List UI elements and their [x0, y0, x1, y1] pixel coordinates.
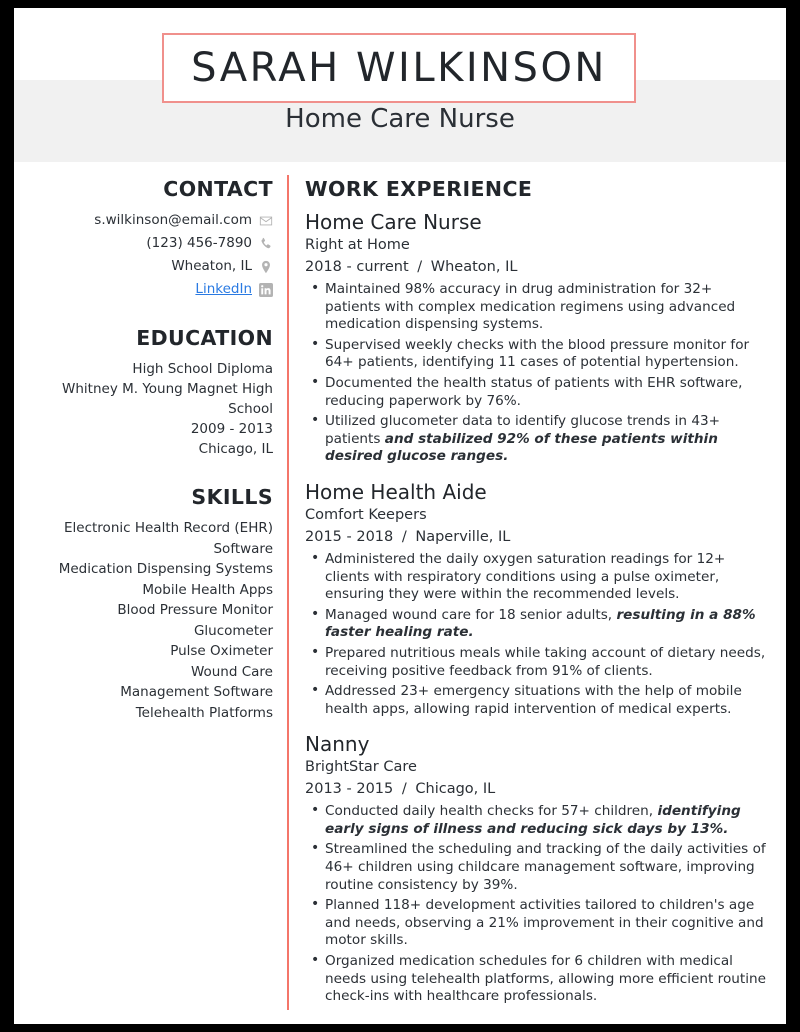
- skill-item: Management Software: [120, 684, 273, 700]
- meta-separator: /: [397, 781, 412, 798]
- job-bullet: • Documented the health status of patients with EHR software, reducing paperwork by 76%.: [305, 375, 768, 410]
- job-title: Home Care Nurse: [305, 210, 482, 234]
- skill-item: Telehealth Platforms: [135, 704, 273, 721]
- phone-icon: [259, 237, 273, 251]
- job-company: Comfort Keepers: [305, 506, 427, 523]
- candidate-job-title: Home Care Nurse: [285, 104, 515, 134]
- skills-section: [28, 485, 273, 723]
- contact-item-location: [28, 256, 273, 277]
- job-entry: [305, 731, 768, 1006]
- job-title: Nanny: [305, 732, 370, 757]
- job-bullet-list: [305, 551, 768, 718]
- job-bullet: • Conducted daily health checks for 57+ children, identifying early signs of illness and reducing sick days by 13%.: [305, 803, 768, 838]
- education-dates: 2009 - 2013: [190, 421, 273, 437]
- skill-item: Glucometer: [193, 622, 273, 639]
- bullet-emphasis: resulting in a 88% faster healing rate.: [325, 606, 756, 641]
- contact-item-email: [28, 210, 273, 231]
- skills-heading: SKILLS: [191, 485, 273, 509]
- main-column: [289, 163, 786, 1024]
- bullet-emphasis: and stabilized 92% of these patients within desired glucose ranges.: [325, 430, 718, 465]
- job-title: Home Health Aide: [305, 479, 487, 504]
- meta-separator: /: [412, 259, 427, 275]
- skill-item: Wound Care: [190, 663, 273, 680]
- job-entry: [305, 479, 768, 718]
- skill-item: Electronic Health Record (EHR) Software: [64, 520, 273, 557]
- job-bullet: • Addressed 23+ emergency situations with the help of mobile health apps, allowing rapid intervention of medical experts.: [305, 683, 768, 718]
- contact-item-phone: [28, 233, 273, 254]
- contact-phone-label: (123) 456-7890: [146, 235, 252, 251]
- resume-body: [14, 163, 786, 1024]
- education-degree: High School Diploma: [132, 361, 273, 377]
- contact-location-label: Wheaton, IL: [171, 258, 252, 274]
- resume-page: [14, 8, 786, 1024]
- bullet-emphasis: identifying early signs of illness and reducing sick days by 13%.: [325, 803, 741, 837]
- job-bullet: • Utilized glucometer data to identify glucose trends in 43+ patients and stabilized 92% of these patients within desired glucose ranges.: [305, 413, 768, 466]
- job-bullet: • Supervised weekly checks with the blood pressure monitor for 64+ patients, identifying 11 cases of potential hypertension.: [305, 337, 768, 372]
- job-location: Naperville, IL: [415, 528, 511, 545]
- sidebar: [14, 163, 287, 1024]
- linkedin-icon[interactable]: [259, 283, 273, 297]
- job-bullet: • Streamlined the scheduling and tracking of the daily activities of 46+ children using childcare management software, improving routine consistency by 39%.: [305, 841, 768, 894]
- education-heading: EDUCATION: [136, 326, 273, 350]
- skill-item: Mobile Health Apps: [142, 581, 273, 598]
- contact-email-label: s.wilkinson@email.com: [94, 212, 252, 228]
- job-dates: 2018 - current: [305, 259, 409, 275]
- education-school: Whitney M. Young Magnet High School: [62, 381, 273, 417]
- job-dates: 2013 - 2015: [305, 781, 394, 798]
- meta-separator: /: [397, 528, 412, 545]
- job-location: Wheaton, IL: [430, 259, 518, 275]
- skill-item: Blood Pressure Monitor: [117, 602, 273, 618]
- job-entry: [305, 209, 768, 466]
- job-bullet: • Prepared nutritious meals while taking account of dietary needs, receiving positive feedback from 91% of clients.: [305, 645, 768, 680]
- job-dates: 2015 - 2018: [305, 528, 394, 545]
- job-bullet: • Maintained 98% accuracy in drug administration for 32+ patients with complex medication regimens using advanced medication dispensing systems.: [305, 281, 768, 334]
- job-company: BrightStar Care: [305, 759, 417, 776]
- job-bullet: • Managed wound care for 18 senior adults, resulting in a 88% faster healing rate.: [305, 607, 768, 642]
- resume-header: [14, 8, 786, 163]
- location-pin-icon: [259, 260, 273, 274]
- skill-item: Pulse Oximeter: [170, 643, 273, 659]
- job-bullet-list: [305, 803, 768, 1006]
- job-bullet: • Planned 118+ development activities tailored to children's age and needs, observing a 21% improvement in their cognitive and motor skills.: [305, 897, 768, 950]
- job-bullet-list: [305, 281, 768, 466]
- skill-item: Medication Dispensing Systems: [58, 561, 273, 577]
- linkedin-link[interactable]: LinkedIn: [195, 281, 252, 297]
- education-location: Chicago, IL: [198, 441, 273, 457]
- job-bullet: • Organized medication schedules for 6 children with medical needs using telehealth platforms, allowing more efficient routine check-ins with healthcare professionals.: [305, 953, 768, 1006]
- skills-list: [28, 518, 273, 723]
- contact-item-linkedin[interactable]: [28, 279, 273, 300]
- candidate-name: SARAH WILKINSON: [191, 45, 607, 91]
- work-experience-heading: WORK EXPERIENCE: [305, 177, 533, 201]
- name-box: [162, 33, 636, 103]
- job-dates-location: [305, 526, 768, 548]
- job-bullet: • Administered the daily oxygen saturation readings for 12+ clients with respiratory conditions using a pulse oximeter, ensuring they were within the recommended levels.: [305, 551, 768, 604]
- work-experience-list: [305, 209, 768, 1006]
- job-location: Chicago, IL: [415, 781, 496, 798]
- job-dates-location: [305, 778, 768, 800]
- job-company: Right at Home: [305, 237, 410, 253]
- contact-heading: CONTACT: [163, 177, 273, 201]
- education-section: [28, 326, 273, 459]
- job-dates-location: [305, 256, 768, 278]
- contact-section: [28, 177, 273, 300]
- envelope-icon: [259, 214, 273, 228]
